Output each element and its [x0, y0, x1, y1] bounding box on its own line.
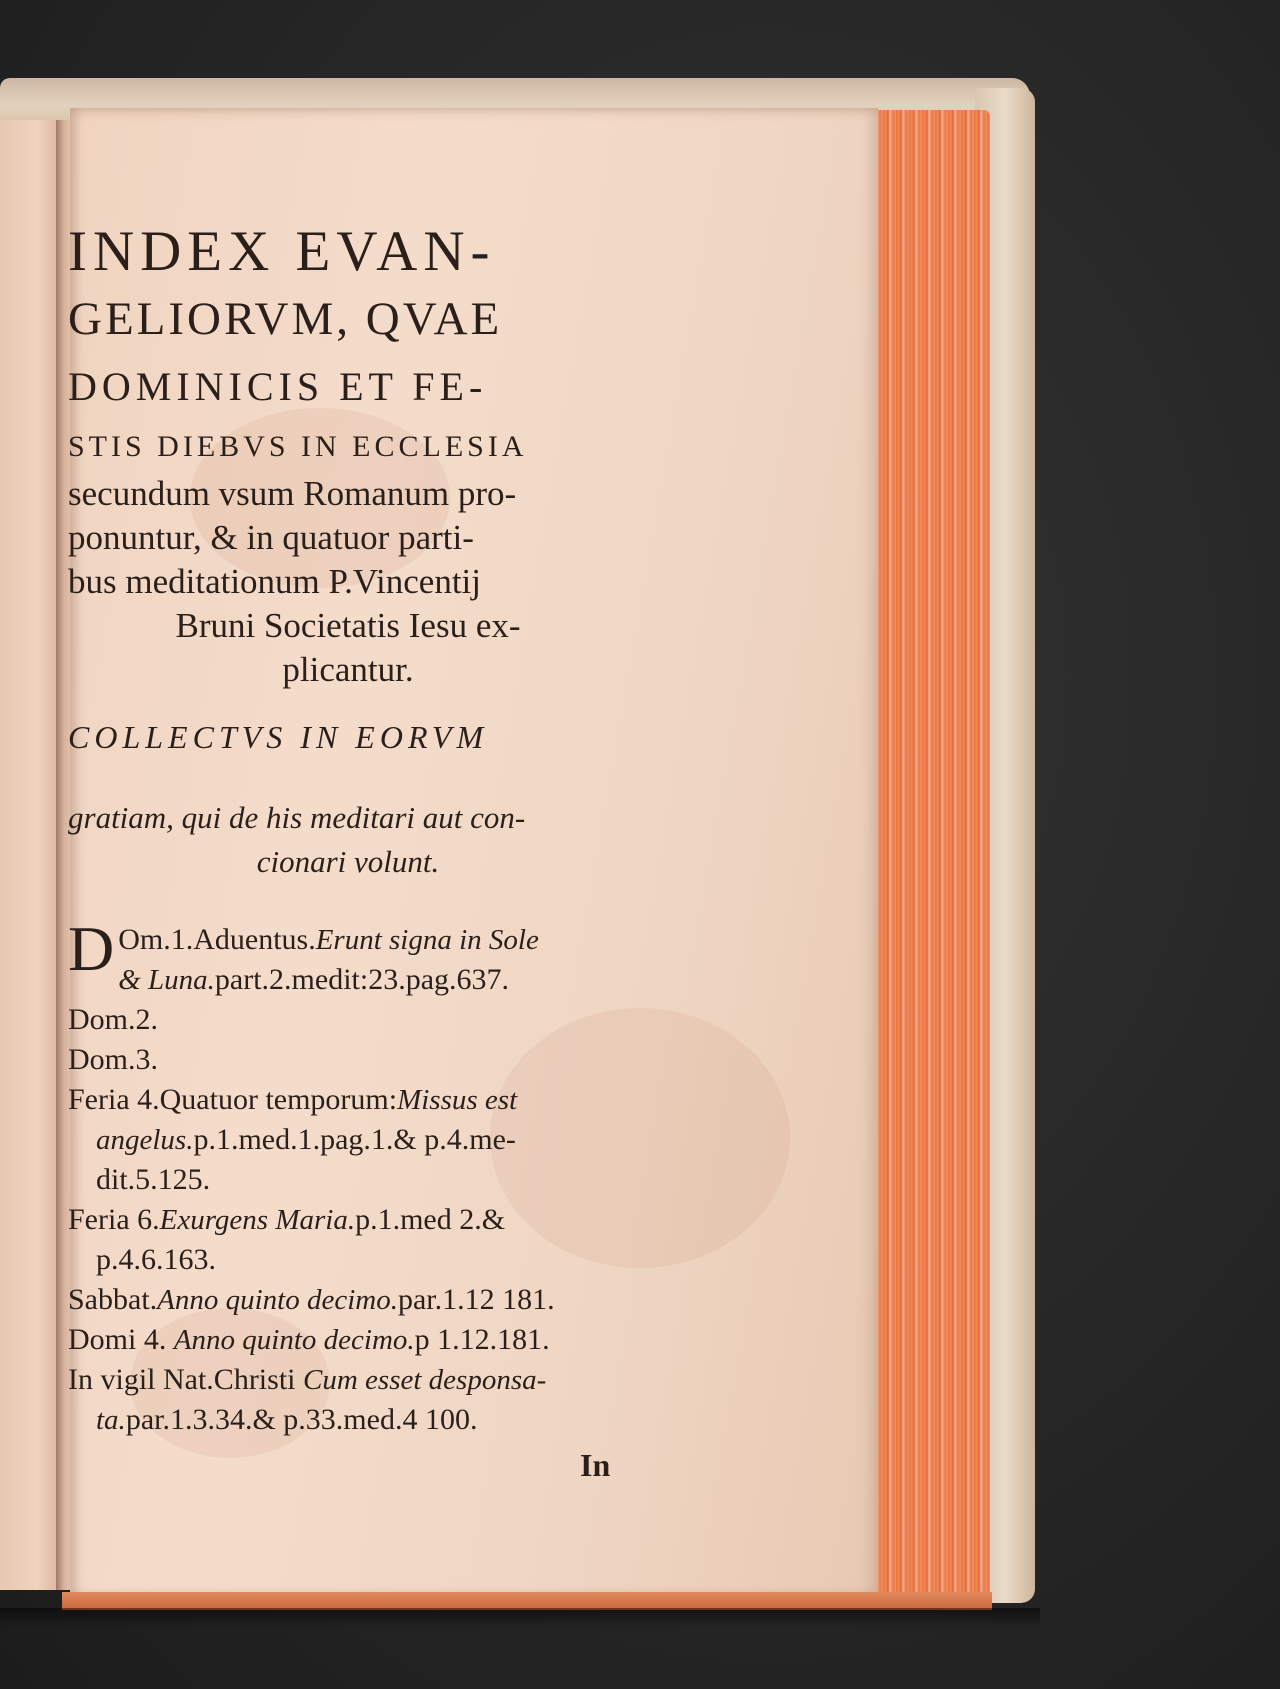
- title-line-2: GELIORVM, QVAE: [68, 293, 503, 345]
- title-line-4: STIS DIEBVS IN ECCLESIA: [68, 430, 528, 463]
- collectus-line-2: cionari volunt.: [256, 844, 440, 879]
- entry-label: In vigil Nat.Christi: [68, 1363, 296, 1396]
- entry-italic: & Luna.: [118, 964, 215, 996]
- entry-italic: Exurgens Maria.: [159, 1204, 356, 1236]
- index-entry-vigil-nat-cont: [68, 1400, 628, 1440]
- entry-italic: Anno quinto decimo.: [173, 1324, 415, 1356]
- title-line-3: DOMINICIS ET FE-: [68, 364, 488, 409]
- subtitle-line-3: bus meditationum P.Vincentij: [68, 562, 482, 601]
- index-entry-feria-6-cont: p.4.6.163.: [96, 1243, 216, 1276]
- entry-reference: p.1.med 2.&: [355, 1203, 506, 1236]
- subtitle-line-5: plicantur.: [282, 650, 414, 689]
- gospel-index-list: [68, 913, 628, 1440]
- index-entry-dom-2: Dom.2.: [68, 1003, 158, 1036]
- index-entry-feria-4-cont: [68, 1120, 628, 1160]
- entry-italic: Missus est: [397, 1084, 518, 1116]
- subtitle-line-2: ponuntur, & in quatuor parti-: [68, 518, 474, 557]
- entry-label: Feria 4.Quatuor temporum:: [68, 1083, 398, 1116]
- entry-reference: par.1.3.34.& p.33.med.4 100.: [125, 1403, 478, 1436]
- entry-italic: Anno quinto decimo.: [157, 1284, 398, 1316]
- index-entry-dom-1: [68, 913, 628, 1000]
- index-entry-domi-4: [68, 1320, 628, 1360]
- entry-reference: p.1.med.1.pag.1.& p.4.me-: [193, 1123, 516, 1156]
- red-page-edges: [870, 110, 990, 1600]
- entry-italic: Cum esset desponsa-: [303, 1364, 547, 1396]
- subtitle-line-1: secundum vsum Romanum pro-: [68, 474, 517, 513]
- entry-italic: ta.: [96, 1404, 126, 1436]
- index-entry-sabbat: [68, 1280, 628, 1320]
- catchword: In: [580, 1447, 611, 1483]
- collectus-heading: COLLECTVS IN EORVM: [68, 719, 489, 755]
- subtitle-line-4: Bruni Societatis Iesu ex-: [175, 606, 521, 645]
- page-text-block: [68, 218, 628, 1440]
- entry-label: Sabbat.: [68, 1283, 158, 1316]
- entry-label: Feria 6.: [68, 1203, 160, 1236]
- index-entry-feria-4-cont2: dit.5.125.: [96, 1163, 211, 1196]
- entry-italic: angelus.: [96, 1124, 194, 1156]
- bottom-shadow: [0, 1608, 1040, 1628]
- index-entry-dom-3: Dom.3.: [68, 1043, 158, 1076]
- index-entry-vigil-nat: [68, 1360, 628, 1400]
- entry-label: Om.1.Aduentus.: [118, 923, 316, 956]
- collectus-line-1: gratiam, qui de his meditari aut con-: [68, 800, 526, 835]
- entry-reference: part.2.medit:23.pag.637.: [214, 963, 510, 996]
- drop-capital: D: [68, 913, 115, 984]
- entry-reference: p 1.12.181.: [414, 1323, 550, 1356]
- entry-italic: Erunt signa in Sole: [315, 924, 539, 956]
- entry-label: Domi 4.: [68, 1323, 167, 1356]
- index-entry-feria-4: [68, 1080, 628, 1120]
- left-page-edge: [0, 120, 64, 1590]
- title-line-1: INDEX EVAN-: [68, 220, 496, 283]
- entry-reference: par.1.12 181.: [397, 1283, 555, 1316]
- index-entry-feria-6: [68, 1200, 628, 1240]
